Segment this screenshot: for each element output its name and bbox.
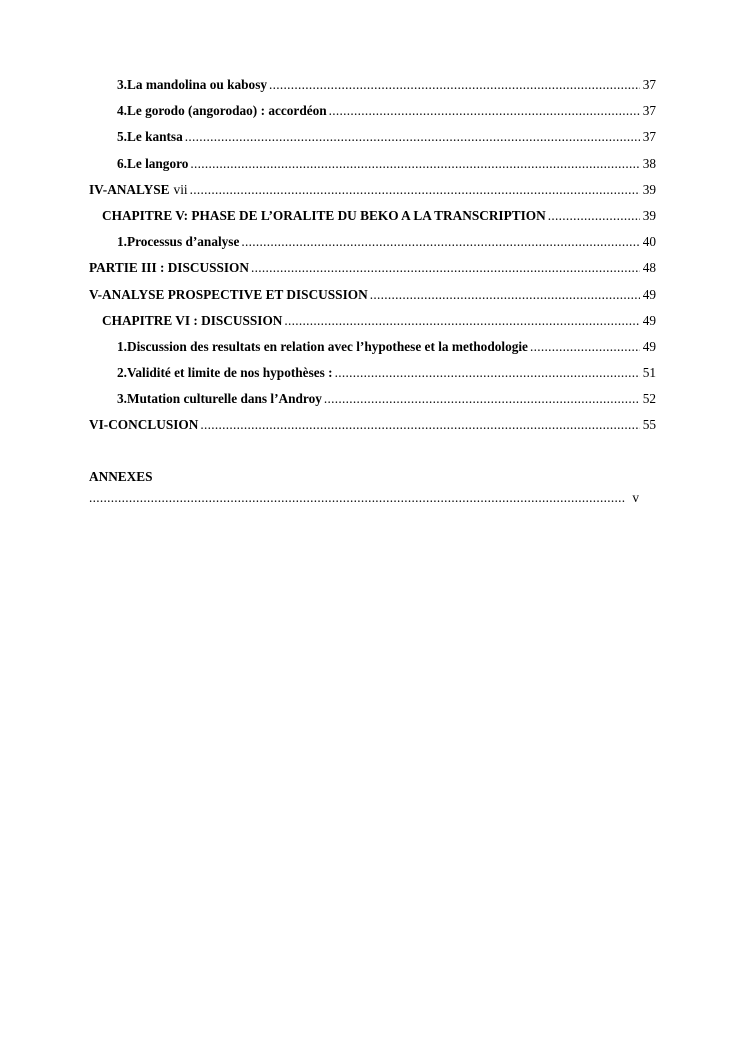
dot-leader bbox=[269, 72, 640, 98]
toc-entry[interactable] bbox=[89, 412, 656, 438]
annexes-leader-line bbox=[89, 488, 639, 508]
toc-entry-title: 3.La mandolina ou kabosy bbox=[117, 77, 268, 92]
toc-entry-extra: vii bbox=[173, 181, 188, 197]
toc-entry-page-number: 37 bbox=[642, 129, 656, 145]
dot-leader bbox=[200, 412, 639, 438]
toc-entry-page-number: 49 bbox=[642, 338, 656, 354]
dot-leader bbox=[89, 488, 626, 508]
annexes-page-number: v bbox=[632, 490, 639, 505]
dot-leader bbox=[370, 282, 640, 308]
toc-entry[interactable] bbox=[89, 72, 656, 98]
toc-entry-page-number: 37 bbox=[642, 77, 656, 92]
dot-leader bbox=[251, 255, 640, 281]
annexes-title: ANNEXES bbox=[89, 469, 153, 484]
toc-entry[interactable] bbox=[89, 177, 656, 203]
toc-entry-page-number: 51 bbox=[642, 365, 656, 381]
toc-entry[interactable] bbox=[89, 334, 656, 360]
toc-entry-title: 4.Le gorodo (angorodao) : accordéon bbox=[117, 103, 327, 119]
dot-leader bbox=[329, 98, 640, 124]
toc-entry-title: PARTIE III : DISCUSSION bbox=[89, 260, 249, 276]
toc-entry[interactable] bbox=[89, 282, 656, 308]
toc-entry-page-number: 48 bbox=[642, 260, 656, 276]
toc-entry[interactable] bbox=[89, 360, 656, 386]
toc-entry-page-number: 39 bbox=[642, 181, 656, 197]
toc-entry-page-number: 40 bbox=[642, 234, 656, 250]
toc-entry[interactable] bbox=[89, 98, 656, 124]
toc-entry-title: 5.Le kantsa bbox=[117, 129, 183, 145]
toc-entry[interactable] bbox=[89, 151, 656, 177]
annexes-section bbox=[89, 466, 639, 508]
toc-entry-title: V-ANALYSE PROSPECTIVE ET DISCUSSION bbox=[89, 286, 368, 302]
dot-leader bbox=[530, 334, 640, 360]
toc-entry[interactable] bbox=[89, 229, 656, 255]
toc-entry-page-number: 49 bbox=[642, 312, 656, 328]
toc-entry-page-number: 52 bbox=[642, 391, 656, 407]
toc-entry-title: 3.Mutation culturelle dans l’Androy bbox=[117, 391, 322, 407]
toc-entry[interactable] bbox=[89, 255, 656, 281]
toc-entry-title: IV-ANALYSE bbox=[89, 181, 170, 197]
dot-leader bbox=[185, 124, 640, 150]
toc-entry-page-number: 49 bbox=[642, 286, 656, 302]
toc-entry-title: CHAPITRE V: PHASE DE L’ORALITE DU BEKO A LA TRANSCRIPTION bbox=[102, 207, 546, 223]
toc-entry-title: 6.Le langoro bbox=[117, 155, 189, 171]
toc-entry[interactable] bbox=[89, 124, 656, 150]
dot-leader bbox=[324, 386, 640, 412]
dot-leader bbox=[190, 151, 639, 177]
table-of-contents bbox=[89, 72, 656, 439]
dot-leader bbox=[548, 203, 640, 229]
toc-entry-title: VI-CONCLUSION bbox=[89, 417, 199, 433]
toc-entry-title: 1.Discussion des resultats en relation avec l’hypothese et la methodologie bbox=[117, 338, 528, 354]
toc-entry-title: CHAPITRE VI : DISCUSSION bbox=[102, 312, 283, 328]
toc-entry-title: 2.Validité et limite de nos hypothèses : bbox=[117, 365, 333, 381]
toc-entry-page-number: 38 bbox=[642, 155, 656, 171]
toc-entry[interactable] bbox=[89, 386, 656, 412]
toc-entry-page-number: 55 bbox=[642, 417, 656, 433]
toc-entry-title: 1.Processus d’analyse bbox=[117, 234, 240, 250]
toc-entry-page-number: 37 bbox=[642, 103, 656, 119]
dot-leader bbox=[284, 308, 639, 334]
toc-entry-page-number: 39 bbox=[642, 207, 656, 223]
dot-leader bbox=[241, 229, 639, 255]
dot-leader bbox=[335, 360, 640, 386]
toc-entry[interactable] bbox=[89, 203, 656, 229]
dot-leader bbox=[190, 177, 640, 203]
toc-entry[interactable] bbox=[89, 308, 656, 334]
